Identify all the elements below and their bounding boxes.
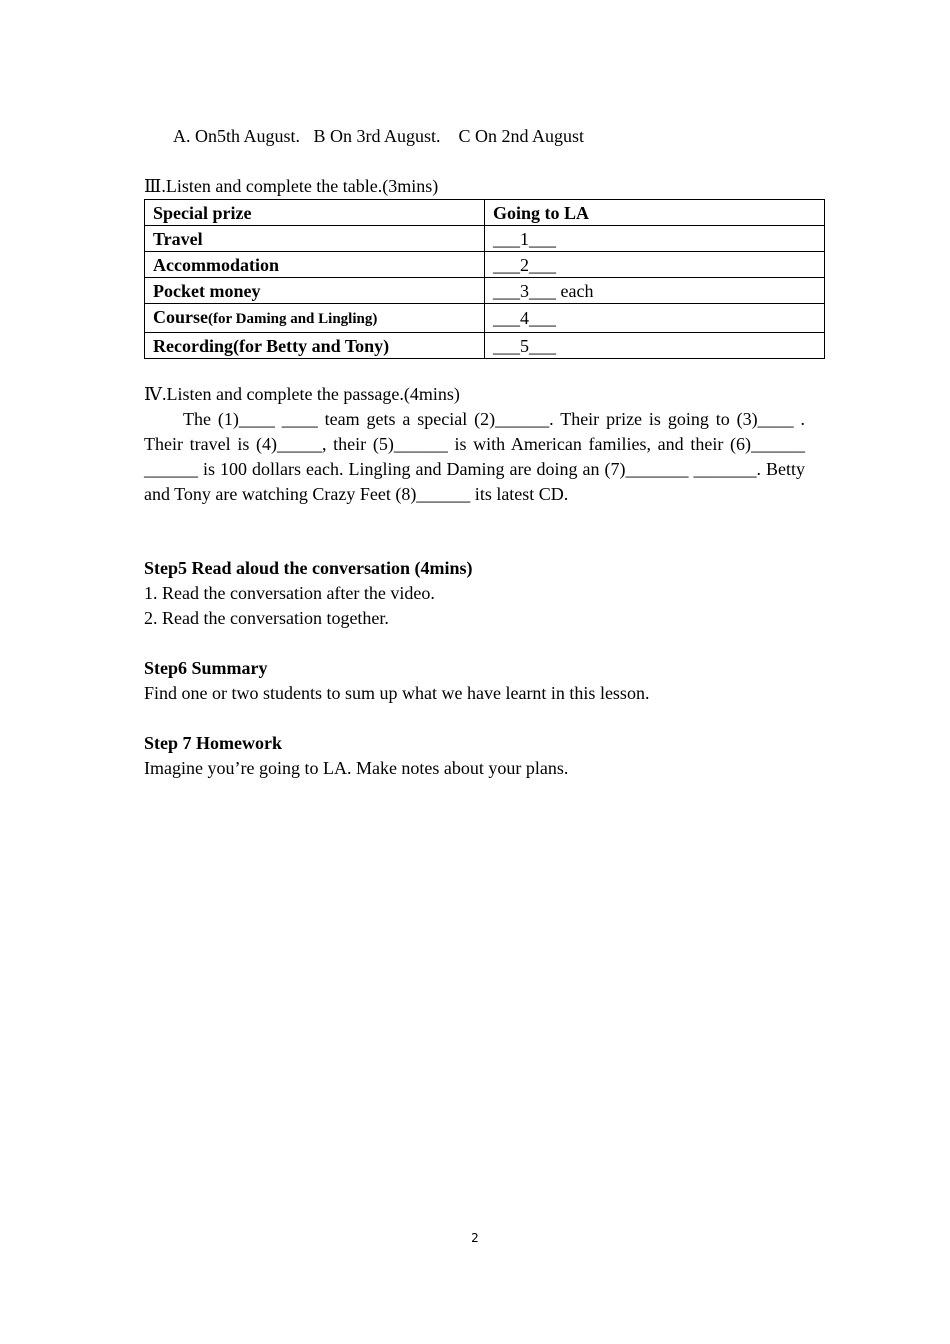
header-special-prize: Special prize xyxy=(145,200,485,226)
row-label: Recording(for Betty and Tony) xyxy=(145,333,485,359)
step6-title: Step6 Summary xyxy=(144,658,268,678)
row-blank: ___3___ each xyxy=(485,278,825,304)
row-label: Accommodation xyxy=(145,252,485,278)
table-row xyxy=(145,226,825,252)
page-number: 2 xyxy=(471,1231,479,1245)
passage-section-title: Ⅳ.Listen and complete the passage.(4mins) xyxy=(144,384,460,404)
row-blank: ___2___ xyxy=(485,252,825,278)
table-section-title: Ⅲ.Listen and complete the table.(3mins) xyxy=(144,176,439,196)
step5-item-2: 2. Read the conversation together. xyxy=(144,608,389,628)
row-blank: ___5___ xyxy=(485,333,825,359)
step7-text: Imagine you’re going to LA. Make notes about your plans. xyxy=(144,758,569,778)
table-row xyxy=(145,304,825,333)
prize-table xyxy=(144,199,825,359)
step6-text: Find one or two students to sum up what we have learnt in this lesson. xyxy=(144,683,650,703)
step7-title: Step 7 Homework xyxy=(144,733,282,753)
step5-title: Step5 Read aloud the conversation (4mins) xyxy=(144,558,473,578)
row-label-note: (for Daming and Lingling) xyxy=(208,311,378,327)
cloze-passage: The (1)____ ____ team gets a special (2)______. Their prize is going to (3)____ . Their travel is (4)_____, their (5)______ is with American families, and their (6)______ ______ is 100 dollars each. Lingling and Daming are doing an (7)_______ _______. Betty and Tony are watching Crazy Feet (8)______ its latest CD. xyxy=(144,409,805,504)
answer-options: A. On5th August. B On 3rd August. C On 2nd August xyxy=(173,126,585,146)
step5-item-1: 1. Read the conversation after the video. xyxy=(144,583,435,603)
table-row xyxy=(145,333,825,359)
table-row xyxy=(145,278,825,304)
row-label xyxy=(145,304,485,333)
row-blank: ___1___ xyxy=(485,226,825,252)
row-blank: ___4___ xyxy=(485,304,825,333)
row-label: Travel xyxy=(145,226,485,252)
header-going-to-la: Going to LA xyxy=(485,200,825,226)
row-label: Pocket money xyxy=(145,278,485,304)
table-row xyxy=(145,252,825,278)
table-header-row xyxy=(145,200,825,226)
row-label-main: Course xyxy=(153,307,208,327)
